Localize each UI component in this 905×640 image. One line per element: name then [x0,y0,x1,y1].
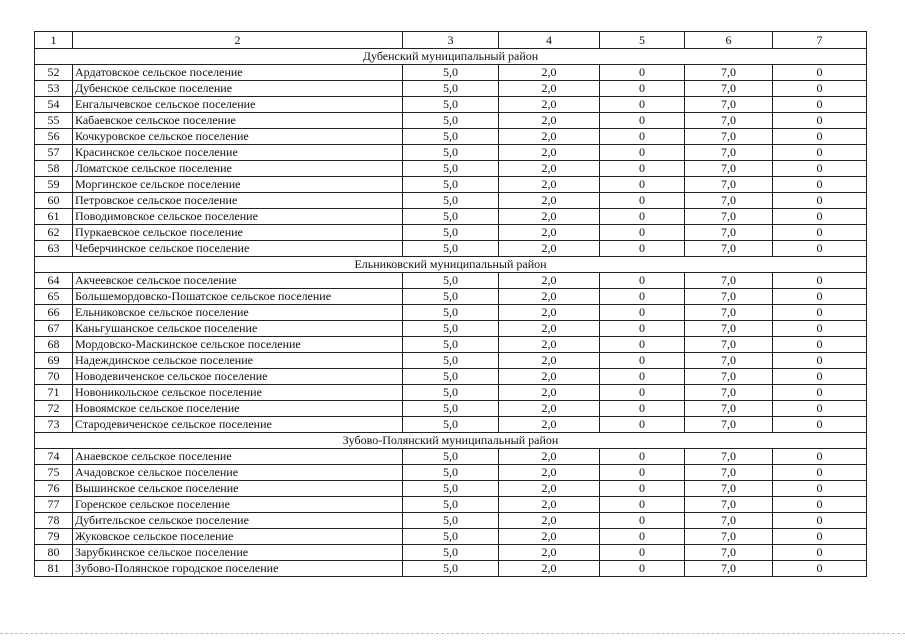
row-number: 73 [35,417,73,433]
table-row [35,273,867,289]
col5-value: 0 [600,177,685,193]
col4-value: 2,0 [499,481,600,497]
col5-value: 0 [600,385,685,401]
table-row [35,417,867,433]
settlement-name: Чеберчинское сельское поселение [73,241,403,257]
col3-value: 5,0 [403,241,499,257]
col3-value: 5,0 [403,81,499,97]
settlement-name: Кочкуровское сельское поселение [73,129,403,145]
col3-value: 5,0 [403,321,499,337]
col4-value: 2,0 [499,177,600,193]
col5-value: 0 [600,353,685,369]
col3-value: 5,0 [403,289,499,305]
col5-value: 0 [600,401,685,417]
settlement-name: Новодевиченское сельское поселение [73,369,403,385]
col4-value: 2,0 [499,545,600,561]
col4-value: 2,0 [499,353,600,369]
col5-value: 0 [600,209,685,225]
col6-value: 7,0 [685,561,773,577]
col5-value: 0 [600,145,685,161]
col3-value: 5,0 [403,97,499,113]
col7-value: 0 [773,65,867,81]
col5-value: 0 [600,305,685,321]
col5-value: 0 [600,81,685,97]
col5-value: 0 [600,65,685,81]
row-number: 71 [35,385,73,401]
col4-value: 2,0 [499,321,600,337]
col3-value: 5,0 [403,513,499,529]
column-header: 4 [499,32,600,49]
col7-value: 0 [773,145,867,161]
col3-value: 5,0 [403,465,499,481]
col6-value: 7,0 [685,449,773,465]
settlement-name: Новоникольское сельское поселение [73,385,403,401]
col6-value: 7,0 [685,113,773,129]
row-number: 64 [35,273,73,289]
settlement-name: Ельниковское сельское поселение [73,305,403,321]
col5-value: 0 [600,465,685,481]
table-row [35,545,867,561]
col6-value: 7,0 [685,465,773,481]
col7-value: 0 [773,481,867,497]
row-number: 79 [35,529,73,545]
table-row [35,177,867,193]
col3-value: 5,0 [403,449,499,465]
district-section-row [35,433,867,449]
col5-value: 0 [600,161,685,177]
table-row [35,241,867,257]
table-row [35,81,867,97]
col7-value: 0 [773,305,867,321]
col6-value: 7,0 [685,369,773,385]
row-number: 75 [35,465,73,481]
col3-value: 5,0 [403,497,499,513]
col4-value: 2,0 [499,289,600,305]
row-number: 57 [35,145,73,161]
col6-value: 7,0 [685,337,773,353]
col7-value: 0 [773,545,867,561]
row-number: 78 [35,513,73,529]
row-number: 61 [35,209,73,225]
district-section-row [35,257,867,273]
col4-value: 2,0 [499,465,600,481]
col7-value: 0 [773,129,867,145]
col4-value: 2,0 [499,97,600,113]
row-number: 66 [35,305,73,321]
settlement-name: Ачадовское сельское поселение [73,465,403,481]
col4-value: 2,0 [499,417,600,433]
col3-value: 5,0 [403,369,499,385]
table-row [35,401,867,417]
settlement-name: Новоямское сельское поселение [73,401,403,417]
col6-value: 7,0 [685,385,773,401]
column-number-header-row [35,32,867,49]
row-number: 59 [35,177,73,193]
col5-value: 0 [600,337,685,353]
col3-value: 5,0 [403,545,499,561]
col7-value: 0 [773,225,867,241]
row-number: 60 [35,193,73,209]
col7-value: 0 [773,81,867,97]
row-number: 52 [35,65,73,81]
page-edge-artifact [0,633,905,635]
col4-value: 2,0 [499,241,600,257]
col7-value: 0 [773,353,867,369]
settlement-name: Зубово-Полянское городское поселение [73,561,403,577]
settlement-name: Моргинское сельское поселение [73,177,403,193]
col7-value: 0 [773,417,867,433]
settlement-name: Зарубкинское сельское поселение [73,545,403,561]
col7-value: 0 [773,369,867,385]
row-number: 74 [35,449,73,465]
col3-value: 5,0 [403,145,499,161]
col7-value: 0 [773,241,867,257]
row-number: 65 [35,289,73,305]
col3-value: 5,0 [403,273,499,289]
row-number: 70 [35,369,73,385]
col7-value: 0 [773,273,867,289]
table-row [35,225,867,241]
table-row [35,353,867,369]
table-row [35,305,867,321]
col6-value: 7,0 [685,417,773,433]
settlement-name: Кабаевское сельское поселение [73,113,403,129]
col4-value: 2,0 [499,113,600,129]
table-row [35,337,867,353]
table-row [35,193,867,209]
settlement-name: Ардатовское сельское поселение [73,65,403,81]
col5-value: 0 [600,225,685,241]
col7-value: 0 [773,321,867,337]
table-row [35,65,867,81]
col6-value: 7,0 [685,65,773,81]
settlement-name: Надеждинское сельское поселение [73,353,403,369]
column-header: 1 [35,32,73,49]
row-number: 81 [35,561,73,577]
settlement-name: Жуковское сельское поселение [73,529,403,545]
col5-value: 0 [600,449,685,465]
settlement-name: Акчеевское сельское поселение [73,273,403,289]
col6-value: 7,0 [685,273,773,289]
settlement-name: Дубенское сельское поселение [73,81,403,97]
col4-value: 2,0 [499,401,600,417]
col4-value: 2,0 [499,209,600,225]
col6-value: 7,0 [685,289,773,305]
col5-value: 0 [600,97,685,113]
col5-value: 0 [600,113,685,129]
col5-value: 0 [600,369,685,385]
col5-value: 0 [600,321,685,337]
col7-value: 0 [773,209,867,225]
row-number: 58 [35,161,73,177]
col4-value: 2,0 [499,449,600,465]
col6-value: 7,0 [685,241,773,257]
col5-value: 0 [600,289,685,305]
settlement-name: Стародевиченское сельское поселение [73,417,403,433]
col6-value: 7,0 [685,81,773,97]
settlement-name: Мордовско-Маскинское сельское поселение [73,337,403,353]
col4-value: 2,0 [499,273,600,289]
col7-value: 0 [773,177,867,193]
col6-value: 7,0 [685,145,773,161]
col4-value: 2,0 [499,65,600,81]
col3-value: 5,0 [403,417,499,433]
table-row [35,129,867,145]
column-header: 3 [403,32,499,49]
col3-value: 5,0 [403,113,499,129]
table-row [35,321,867,337]
row-number: 76 [35,481,73,497]
col3-value: 5,0 [403,385,499,401]
col3-value: 5,0 [403,129,499,145]
col3-value: 5,0 [403,65,499,81]
table-row [35,385,867,401]
table-row [35,561,867,577]
col4-value: 2,0 [499,161,600,177]
col4-value: 2,0 [499,305,600,321]
col4-value: 2,0 [499,561,600,577]
table-row [35,289,867,305]
column-header: 2 [73,32,403,49]
settlement-name: Поводимовское сельское поселение [73,209,403,225]
col6-value: 7,0 [685,193,773,209]
col3-value: 5,0 [403,401,499,417]
col5-value: 0 [600,481,685,497]
col6-value: 7,0 [685,401,773,417]
table-row [35,369,867,385]
col6-value: 7,0 [685,161,773,177]
col6-value: 7,0 [685,209,773,225]
col5-value: 0 [600,129,685,145]
col3-value: 5,0 [403,481,499,497]
col3-value: 5,0 [403,193,499,209]
col6-value: 7,0 [685,497,773,513]
row-number: 56 [35,129,73,145]
settlement-name: Каньгушанское сельское поселение [73,321,403,337]
district-title: Ельниковский муниципальный район [35,257,867,273]
table-row [35,449,867,465]
row-number: 69 [35,353,73,369]
table-row [35,481,867,497]
table-row [35,161,867,177]
col4-value: 2,0 [499,81,600,97]
col4-value: 2,0 [499,337,600,353]
col7-value: 0 [773,449,867,465]
col5-value: 0 [600,513,685,529]
col5-value: 0 [600,561,685,577]
table-row [35,145,867,161]
district-section-row [35,49,867,65]
col4-value: 2,0 [499,513,600,529]
col6-value: 7,0 [685,305,773,321]
settlements-table [34,31,867,577]
col3-value: 5,0 [403,225,499,241]
row-number: 62 [35,225,73,241]
row-number: 54 [35,97,73,113]
col4-value: 2,0 [499,225,600,241]
col6-value: 7,0 [685,529,773,545]
col7-value: 0 [773,337,867,353]
col4-value: 2,0 [499,145,600,161]
col5-value: 0 [600,529,685,545]
col7-value: 0 [773,401,867,417]
settlement-name: Пуркаевское сельское поселение [73,225,403,241]
row-number: 68 [35,337,73,353]
col3-value: 5,0 [403,529,499,545]
col5-value: 0 [600,545,685,561]
col7-value: 0 [773,497,867,513]
row-number: 72 [35,401,73,417]
col7-value: 0 [773,113,867,129]
col3-value: 5,0 [403,353,499,369]
table-row [35,465,867,481]
col6-value: 7,0 [685,225,773,241]
col5-value: 0 [600,417,685,433]
table-row [35,113,867,129]
col3-value: 5,0 [403,177,499,193]
col4-value: 2,0 [499,129,600,145]
district-title: Зубово-Полянский муниципальный район [35,433,867,449]
settlement-name: Анаевское сельское поселение [73,449,403,465]
settlement-name: Ломатское сельское поселение [73,161,403,177]
col7-value: 0 [773,385,867,401]
column-header: 7 [773,32,867,49]
col6-value: 7,0 [685,353,773,369]
table-row [35,97,867,113]
settlement-name: Большемордовско-Пошатское сельское поселение [73,289,403,305]
table-row [35,209,867,225]
col6-value: 7,0 [685,129,773,145]
row-number: 53 [35,81,73,97]
settlement-name: Горенское сельское поселение [73,497,403,513]
settlement-name: Вышинское сельское поселение [73,481,403,497]
col3-value: 5,0 [403,561,499,577]
col4-value: 2,0 [499,497,600,513]
col4-value: 2,0 [499,193,600,209]
col5-value: 0 [600,193,685,209]
col6-value: 7,0 [685,513,773,529]
col4-value: 2,0 [499,369,600,385]
table-row [35,529,867,545]
district-title: Дубенский муниципальный район [35,49,867,65]
col3-value: 5,0 [403,161,499,177]
col3-value: 5,0 [403,337,499,353]
col7-value: 0 [773,193,867,209]
col7-value: 0 [773,529,867,545]
settlement-name: Красинское сельское поселение [73,145,403,161]
col5-value: 0 [600,497,685,513]
col4-value: 2,0 [499,385,600,401]
settlement-name: Петровское сельское поселение [73,193,403,209]
table-row [35,497,867,513]
col5-value: 0 [600,241,685,257]
col6-value: 7,0 [685,321,773,337]
table-row [35,513,867,529]
col7-value: 0 [773,561,867,577]
column-header: 6 [685,32,773,49]
col7-value: 0 [773,465,867,481]
col7-value: 0 [773,289,867,305]
settlement-name: Дубительское сельское поселение [73,513,403,529]
col3-value: 5,0 [403,305,499,321]
col6-value: 7,0 [685,545,773,561]
settlement-name: Енгалычевское сельское поселение [73,97,403,113]
col6-value: 7,0 [685,177,773,193]
column-header: 5 [600,32,685,49]
col7-value: 0 [773,97,867,113]
col7-value: 0 [773,513,867,529]
col5-value: 0 [600,273,685,289]
row-number: 77 [35,497,73,513]
row-number: 80 [35,545,73,561]
row-number: 55 [35,113,73,129]
row-number: 67 [35,321,73,337]
col3-value: 5,0 [403,209,499,225]
row-number: 63 [35,241,73,257]
col6-value: 7,0 [685,97,773,113]
col4-value: 2,0 [499,529,600,545]
col6-value: 7,0 [685,481,773,497]
col7-value: 0 [773,161,867,177]
